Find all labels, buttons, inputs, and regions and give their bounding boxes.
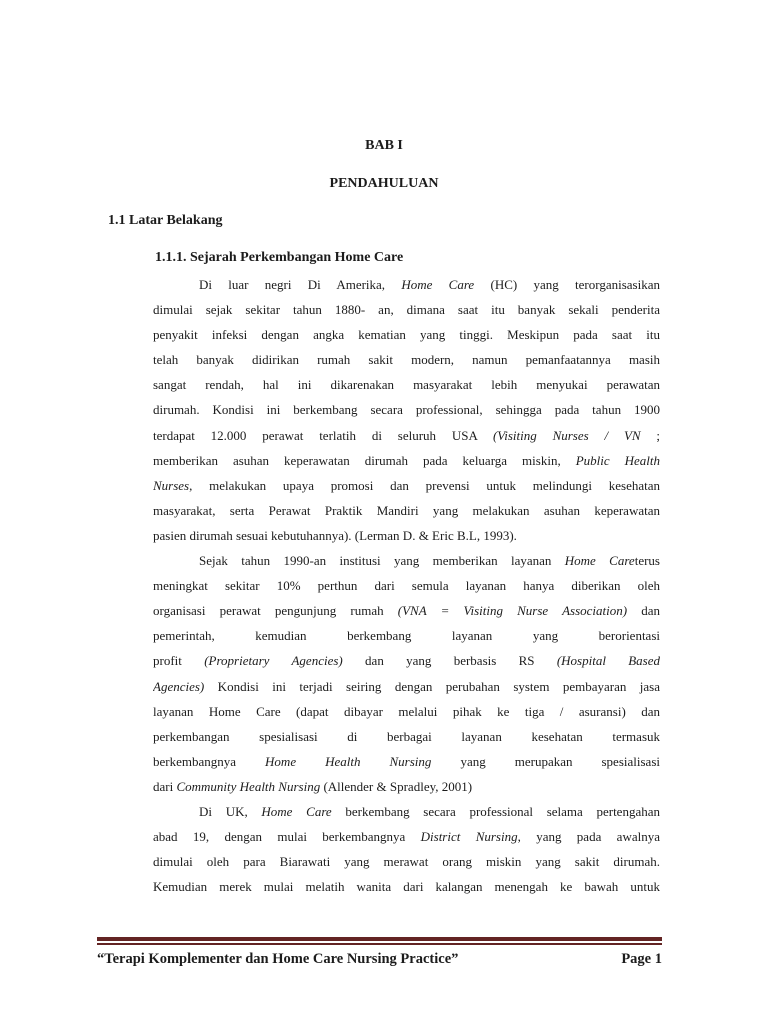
text-segment: abad 19, dengan mulai berkembangnya (153, 829, 421, 845)
text-segment: , melakukan upaya promosi dan prevensi untuk melindungi kesehatan (189, 477, 660, 493)
text-line (153, 297, 660, 322)
text-segment: pasien dirumah sesuai kebutuhannya). (Lerman D. & Eric B.L, 1993). (153, 527, 517, 543)
text-line (153, 272, 660, 297)
text-segment: meningkat sekitar 10% perthun dari semula layanan hanya diberikan oleh (153, 578, 660, 594)
text-segment: sangat rendah, hal ini dikarenakan masyarakat lebih menyukai perawatan (153, 377, 660, 393)
text-line (153, 749, 660, 774)
text-segment: penyakit infeksi dengan angka kematian yang tinggi. Meskipun pada saat itu (153, 327, 660, 343)
text-segment: Home Care (564, 553, 635, 569)
text-line (153, 322, 660, 347)
text-line (153, 548, 660, 573)
text-segment: berkembangnya (153, 753, 266, 769)
text-line (153, 372, 660, 397)
text-segment: Home Health Nursing (265, 753, 432, 769)
text-line (153, 724, 660, 749)
text-line (153, 874, 660, 899)
text-segment: profit (153, 653, 205, 669)
text-segment: dimulai sejak sekitar tahun 1880- an, dimana saat itu banyak sekali penderita (153, 302, 660, 318)
text-segment: telah banyak didirikan rumah sakit modern, namun pemanfaatannya masih (153, 352, 660, 368)
text-segment: pemerintah, kemudian berkembang layanan yang berorientasi (153, 628, 660, 644)
text-line (153, 423, 660, 448)
text-line (153, 648, 660, 673)
text-segment: Di UK, (199, 803, 262, 819)
text-line (153, 774, 660, 799)
text-segment: (Hospital Based (556, 653, 660, 669)
text-segment: yang merupakan spesialisasi (431, 753, 660, 769)
text-segment: Public Health (575, 452, 660, 468)
text-segment: Community Health Nursing (176, 778, 321, 794)
subsection-heading: 1.1.1. Sejarah Perkembangan Home Care (155, 250, 404, 265)
chapter-title: BAB I (365, 138, 403, 153)
text-segment: terus (634, 553, 660, 569)
text-segment: terdapat 12.000 perawat terlatih di seluruh USA (153, 427, 493, 443)
text-segment: Nurses (153, 477, 190, 493)
body-text (153, 272, 660, 899)
text-segment: dan yang berbasis RS (342, 653, 557, 669)
footer-document-title: “Terapi Komplementer dan Home Care Nursing Practice” (97, 951, 459, 967)
text-segment: Di luar negri Di Amerika, (199, 277, 402, 292)
text-line (153, 523, 660, 548)
text-segment: layanan Home Care (dapat dibayar melalui pihak ke tiga / asuransi) dan (153, 703, 660, 719)
text-line (153, 623, 660, 648)
footer-page-number: Page 1 (621, 951, 662, 967)
text-segment: dirumah. Kondisi ini berkembang secara professional, sehingga pada tahun 1900 (153, 402, 660, 418)
text-segment: dari (153, 778, 177, 794)
text-line (153, 598, 660, 623)
text-line (153, 498, 660, 523)
page-footer (97, 948, 662, 970)
text-segment: dan (627, 603, 660, 619)
text-line (153, 824, 660, 849)
text-line (153, 473, 660, 498)
text-line (153, 674, 660, 699)
text-segment: Kondisi ini terjadi seiring dengan perubahan system pembayaran jasa (204, 678, 660, 694)
text-segment: Sejak tahun 1990-an institusi yang memberikan layanan (199, 553, 565, 569)
text-segment: memberikan asuhan keperawatan dirumah pada keluarga miskin, (153, 452, 576, 468)
text-segment: (VNA = Visiting Nurse Association) (397, 603, 628, 619)
text-line (153, 573, 660, 598)
text-segment: ; (640, 427, 660, 443)
text-segment: dimulai oleh para Biarawati yang merawat orang miskin yang sakit dirumah. (153, 854, 660, 870)
text-segment: berkembang secara professional selama pertengahan (331, 803, 660, 819)
text-line (153, 448, 660, 473)
footer-rule (97, 937, 662, 945)
text-segment: masyarakat, serta Perawat Praktik Mandiri yang melakukan asuhan keperawatan (153, 502, 660, 518)
section-heading: 1.1 Latar Belakang (108, 213, 223, 228)
text-segment: (Visiting Nurses / VN (492, 427, 641, 443)
text-segment: organisasi perawat pengunjung rumah (153, 603, 398, 619)
text-segment: , yang pada awalnya (517, 829, 660, 845)
text-segment: (Proprietary Agencies) (204, 653, 343, 669)
text-segment: perkembangan spesialisasi di berbagai layanan kesehatan termasuk (153, 728, 660, 744)
text-segment: Agencies) (153, 678, 205, 694)
text-segment: District Nursing (420, 829, 518, 845)
text-line (153, 799, 660, 824)
text-line (153, 699, 660, 724)
text-segment: Home Care (401, 277, 475, 292)
chapter-subtitle: PENDAHULUAN (329, 176, 439, 191)
text-line (153, 347, 660, 372)
text-segment: Home Care (261, 803, 332, 819)
text-segment: Kemudian merek mulai melatih wanita dari kalangan menengah ke bawah untuk (153, 879, 660, 895)
text-line (153, 849, 660, 874)
text-line (153, 397, 660, 422)
text-segment: (Allender & Spradley, 2001) (320, 778, 473, 794)
text-segment: (HC) yang terorganisasikan (474, 277, 660, 292)
